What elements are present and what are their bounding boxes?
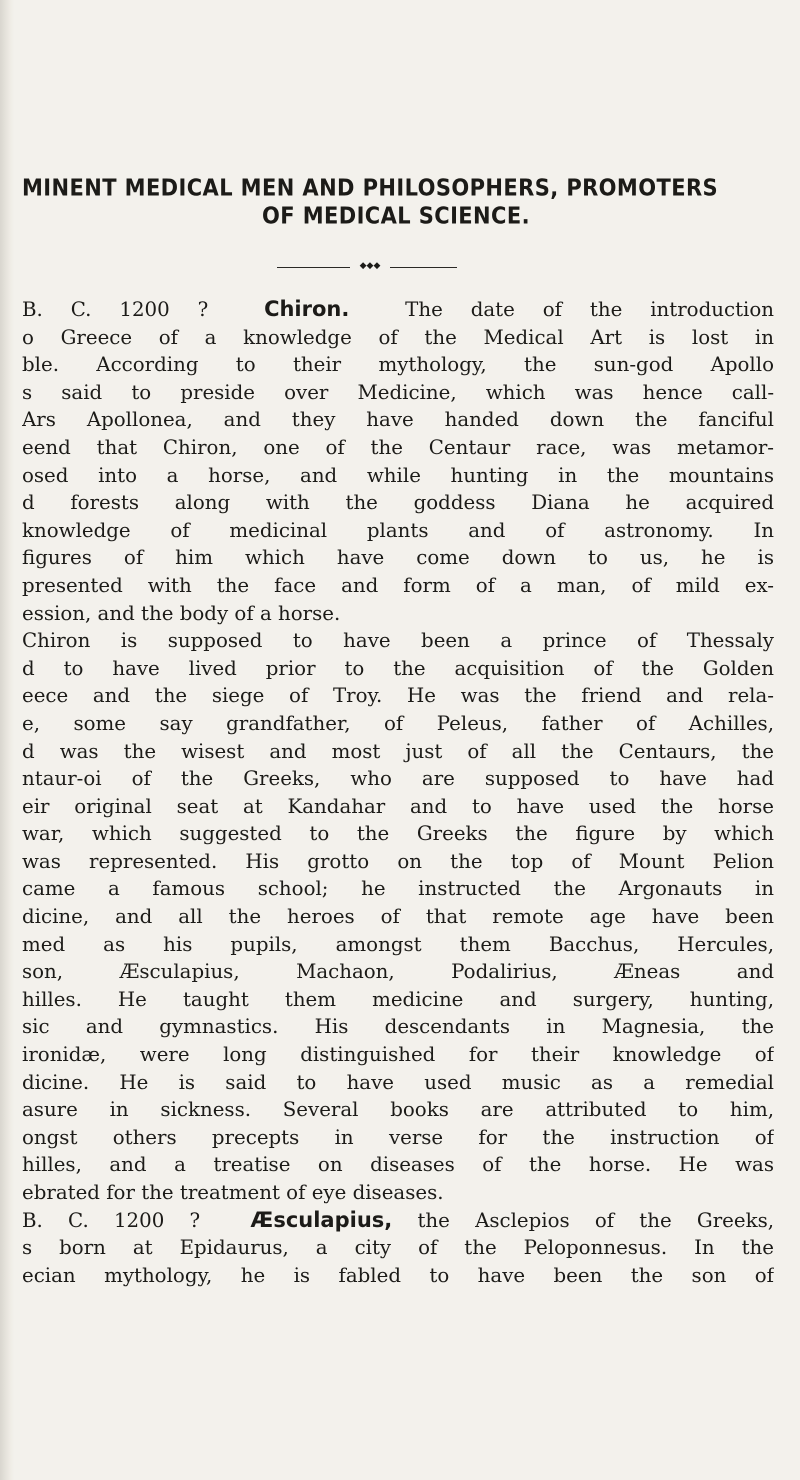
entry-line: hilles. He taught them medicine and surgery, hunting,	[22, 987, 774, 1011]
entry-line: Ars Apollonea, and they have handed down the fanciful	[22, 408, 774, 432]
entry-line: d was the wisest and most just of all the Centaurs, the	[22, 739, 774, 763]
body-text	[22, 296, 774, 1289]
entry-first-line	[22, 1207, 774, 1235]
entry-line: s born at Epidaurus, a city of the Peloponnesus. In the	[22, 1236, 774, 1260]
entry-line: eend that Chiron, one of the Centaur race, was metamor-	[22, 435, 774, 459]
entry-first-line	[22, 296, 774, 324]
entry-line: eir original seat at Kandahar and to have used the horse	[22, 794, 774, 818]
entry-line: e, some say grandfather, of Peleus, father of Achilles,	[22, 711, 774, 735]
entry-line: s said to preside over Medicine, which was hence call-	[22, 380, 774, 404]
entry-line: dicine, and all the heroes of that remote age have been	[22, 905, 774, 929]
entry-line: the Asclepios of the Greeks,	[417, 1208, 774, 1232]
entry-line: asure in sickness. Several books are attributed to him,	[22, 1098, 774, 1122]
entry-line: d to have lived prior to the acquisition of the Golden	[22, 656, 774, 680]
entry-line: hilles, and a treatise on diseases of the horse. He was	[22, 1153, 774, 1177]
entry-line: eece and the siege of Troy. He was the friend and rela-	[22, 684, 774, 708]
page-heading-line-2: OF MEDICAL SCIENCE.	[262, 203, 530, 229]
entry-line: was represented. His grotto on the top of Mount Pelion	[22, 849, 774, 873]
book-page	[22, 0, 782, 1480]
page-heading-line-1: MINENT MEDICAL MEN AND PHILOSOPHERS, PROMOTERS	[22, 175, 719, 201]
entry-date: B. C. 1200 ?	[22, 298, 209, 321]
entry-line: osed into a horse, and while hunting in the mountains	[22, 463, 774, 487]
entry-line: came a famous school; he instructed the Argonauts in	[22, 877, 774, 901]
entry-line: The date of the introduction	[405, 298, 774, 321]
entry-line: knowledge of medicinal plants and of astronomy. In	[22, 518, 774, 542]
entry-line: dicine. He is said to have used music as a remedial	[22, 1070, 774, 1094]
entry-line: sic and gymnastics. His descendants in Magnesia, the	[22, 1015, 774, 1039]
entry-line: ongst others precepts in verse for the instruction of	[22, 1125, 774, 1149]
entry-line: o Greece of a knowledge of the Medical Art is lost in	[22, 325, 774, 349]
page-gutter-shadow	[0, 0, 14, 1480]
entry-line: ble. According to their mythology, the sun-god Apollo	[22, 353, 774, 377]
divider-ornament-icon: ◆◆◆	[350, 259, 390, 273]
entry-line: ecian mythology, he is fabled to have been the son of	[22, 1263, 774, 1287]
entry-line: figures of him which have come down to us, he is	[22, 546, 774, 570]
entry-line: ironidæ, were long distinguished for their knowledge of	[22, 1043, 774, 1067]
entry-line: son, Æsculapius, Machaon, Podalirius, Æneas and	[22, 960, 774, 984]
entry-date: B. C. 1200 ?	[22, 1208, 201, 1232]
entry-line: war, which suggested to the Greeks the figure by which	[22, 822, 774, 846]
entry-line: ntaur-oi of the Greeks, who are supposed to have had	[22, 767, 774, 791]
entry-name: Æsculapius,	[250, 1207, 393, 1232]
entry-line: Chiron is supposed to have been a prince of Thessaly	[22, 629, 774, 653]
entry-name: Chiron.	[264, 297, 350, 321]
entry-line: ebrated for the treatment of eye diseases.	[22, 1181, 444, 1204]
entry-line: ession, and the body of a horse.	[22, 601, 341, 625]
entry-line: presented with the face and form of a man, of mild ex-	[22, 573, 774, 597]
entry-line: d forests along with the goddess Diana he acquired	[22, 491, 774, 515]
entry-line: med as his pupils, amongst them Bacchus, Hercules,	[22, 932, 774, 956]
